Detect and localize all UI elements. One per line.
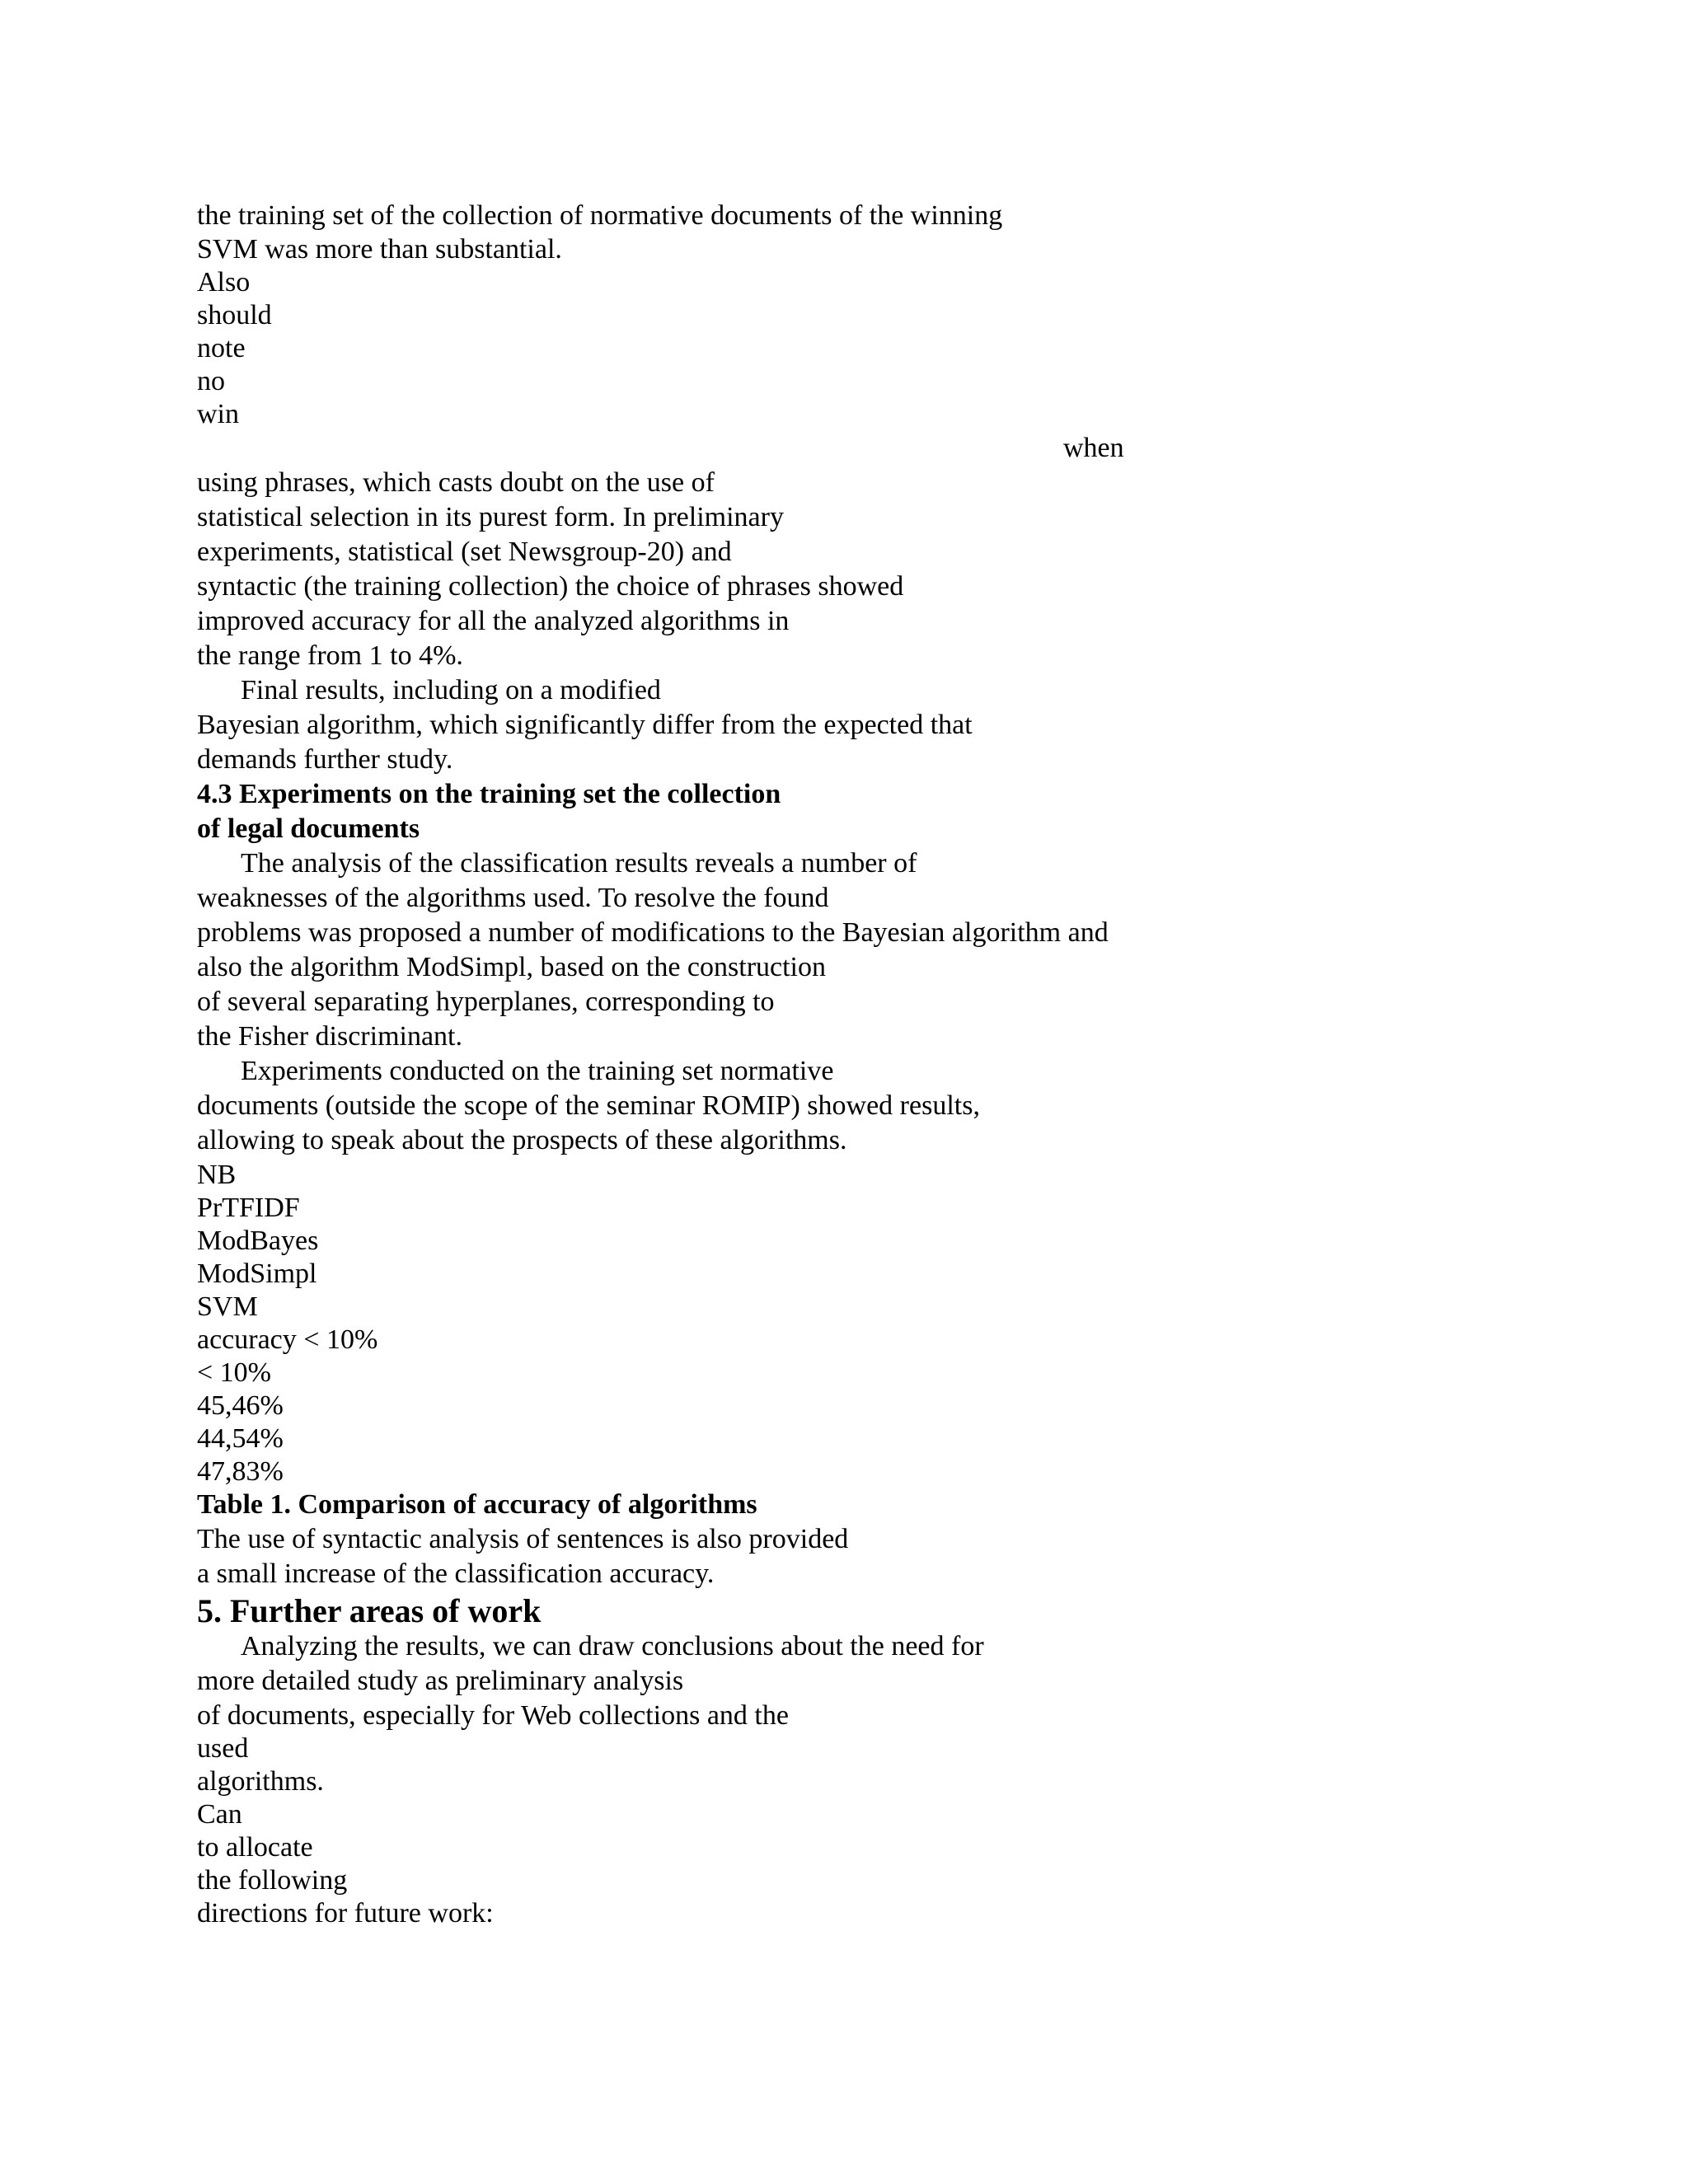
text-line: using phrases, which casts doubt on the use of xyxy=(197,467,715,498)
text-line: of several separating hyperplanes, corresponding to xyxy=(197,987,775,1017)
table-value-cell: < 10% xyxy=(197,1357,271,1388)
table-algorithm-cell: NB xyxy=(197,1160,237,1190)
text-line: no xyxy=(197,366,225,396)
text-line: of documents, especially for Web collections and the xyxy=(197,1700,789,1731)
text-line: problems was proposed a number of modifications to the Bayesian algorithm and xyxy=(197,917,1109,948)
text-line: Can xyxy=(197,1799,242,1830)
text-line: to allocate xyxy=(197,1832,313,1863)
text-line: the range from 1 to 4%. xyxy=(197,640,463,671)
text-line: Also xyxy=(197,267,251,298)
text-line: The analysis of the classification results reveals a number of xyxy=(241,848,917,879)
text-line: weaknesses of the algorithms used. To resolve the found xyxy=(197,883,829,913)
table-value-cell: 44,54% xyxy=(197,1423,284,1454)
table-algorithm-cell: ModSimpl xyxy=(197,1258,317,1289)
text-line: Experiments conducted on the training set normative xyxy=(241,1056,834,1086)
text-line: syntactic (the training collection) the choice of phrases showed xyxy=(197,571,904,602)
text-line: win xyxy=(197,399,239,429)
section-heading: of legal documents xyxy=(197,813,420,844)
text-line: improved accuracy for all the analyzed algorithms in xyxy=(197,606,790,636)
text-line: when xyxy=(1063,433,1124,463)
section-heading: 4.3 Experiments on the training set the collection xyxy=(197,779,781,809)
text-line: experiments, statistical (set Newsgroup-20) and xyxy=(197,537,732,567)
table-caption: Table 1. Comparison of accuracy of algorithms xyxy=(197,1489,757,1520)
text-line: allowing to speak about the prospects of these algorithms. xyxy=(197,1125,847,1155)
text-line: SVM was more than substantial. xyxy=(197,234,562,265)
text-line: a small increase of the classification accuracy. xyxy=(197,1558,715,1589)
text-line: used xyxy=(197,1733,249,1764)
section-heading: 5. Further areas of work xyxy=(197,1592,542,1629)
table-algorithm-cell: ModBayes xyxy=(197,1226,319,1256)
text-line: more detailed study as preliminary analysis xyxy=(197,1666,684,1696)
text-line: also the algorithm ModSimpl, based on the construction xyxy=(197,952,827,982)
table-value-cell: 47,83% xyxy=(197,1456,284,1487)
text-line: algorithms. xyxy=(197,1766,324,1797)
text-line: directions for future work: xyxy=(197,1898,494,1929)
text-line: Analyzing the results, we can draw conclusions about the need for xyxy=(241,1631,984,1661)
text-line: statistical selection in its purest form. In preliminary xyxy=(197,502,784,532)
text-line: note xyxy=(197,333,246,363)
text-line: should xyxy=(197,300,272,330)
table-algorithm-cell: SVM xyxy=(197,1291,258,1322)
text-line: demands further study. xyxy=(197,744,453,775)
text-line: documents (outside the scope of the seminar ROMIP) showed results, xyxy=(197,1090,980,1121)
table-value-cell: 45,46% xyxy=(197,1390,284,1421)
text-line: the following xyxy=(197,1865,348,1896)
text-line: Bayesian algorithm, which significantly differ from the expected that xyxy=(197,710,973,740)
table-algorithm-cell: PrTFIDF xyxy=(197,1193,300,1223)
table-value-cell: accuracy < 10% xyxy=(197,1324,378,1355)
text-line: The use of syntactic analysis of sentences is also provided xyxy=(197,1524,849,1554)
text-line: Final results, including on a modified xyxy=(241,675,661,705)
text-line: the Fisher discriminant. xyxy=(197,1021,463,1052)
text-line: the training set of the collection of normative documents of the winning xyxy=(197,200,1003,231)
